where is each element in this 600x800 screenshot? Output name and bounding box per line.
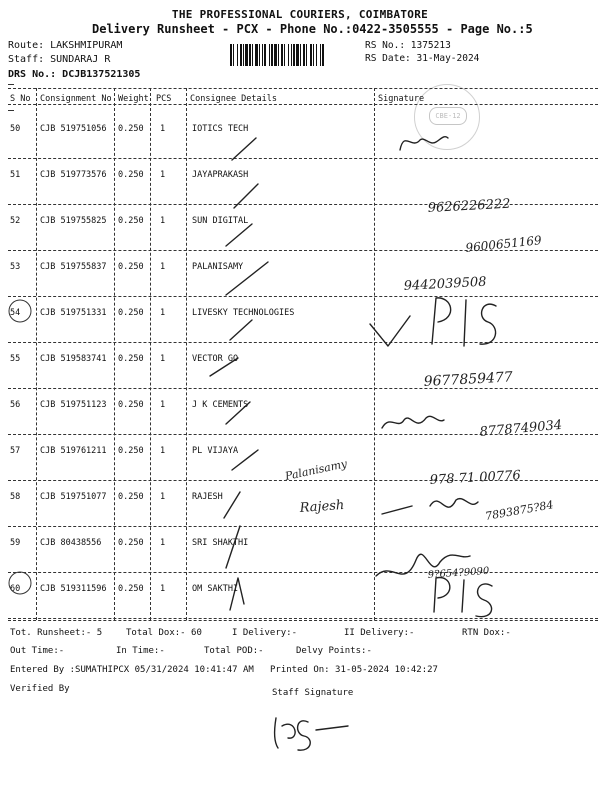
row-pcs: 1 [160, 354, 166, 364]
table-row [0, 160, 600, 206]
rtn-dox: RTN Dox:- [462, 628, 511, 638]
row-sno: 54 [10, 308, 21, 318]
row-consignee: LIVESKY TECHNOLOGIES [192, 308, 295, 318]
col-sno: S No [10, 94, 31, 104]
row-sno: 50 [10, 124, 21, 134]
handwritten-phone-55: 9677859477 [423, 369, 514, 390]
row-consignee: RAJESH [192, 492, 223, 502]
table-row [0, 114, 600, 160]
row-pcs: 1 [160, 400, 166, 410]
row-pcs: 1 [160, 308, 166, 318]
handwritten-note-57: Palanisamy [283, 457, 349, 483]
row-consignee: IOTICS TECH [192, 124, 249, 134]
handwritten-phone-53: 9442039508 [403, 274, 487, 294]
handwritten-phone-51: 9626226222 [427, 196, 511, 216]
handwritten-phone-58: 7893875?84 [484, 498, 555, 523]
handwritten-phone-56: 8778749034 [479, 417, 563, 440]
table-row [0, 574, 600, 620]
total-dox: Total Dox:- 60 [126, 628, 202, 638]
row-consignment-no: CJB 519751331 [40, 308, 107, 318]
table-row [0, 206, 600, 252]
row-sno: 56 [10, 400, 21, 410]
handwritten-phone-52: 9600651169 [464, 233, 543, 255]
row-weight: 0.250 [118, 538, 144, 548]
row-weight: 0.250 [118, 170, 144, 180]
handwritten-note-58: Rajesh [299, 497, 345, 516]
printed-on: Printed On: 31-05-2024 10:42:27 [270, 665, 438, 675]
row-pcs: 1 [160, 538, 166, 548]
entered-by: Entered By :SUMATHIPCX 05/31/2024 10:41:47 AM [10, 665, 254, 675]
row-weight: 0.250 [118, 354, 144, 364]
row-consignment-no: CJB 519755837 [40, 262, 107, 272]
row-consignee: SUN DIGITAL [192, 216, 249, 226]
col-signature: Signature [378, 94, 425, 104]
handwritten-phone-59: 9?654?9090 [427, 565, 490, 581]
row-consignment-no: CJB 519751077 [40, 492, 107, 502]
barcode [230, 44, 358, 66]
runsheet-title: Delivery Runsheet - PCX - Phone No.:0422-3505555 - Page No.:5 [92, 22, 533, 36]
row-consignee: JAYAPRAKASH [192, 170, 249, 180]
row-pcs: 1 [160, 170, 166, 180]
i-delivery: I Delivery:- [232, 628, 298, 638]
delvy-points: Delvy Points:- [296, 646, 372, 656]
row-consignment-no: CJB 519773576 [40, 170, 107, 180]
row-sno: 52 [10, 216, 21, 226]
drs-number: DRS No.: DCJB137521305 [8, 69, 141, 80]
table-row [0, 252, 600, 298]
row-sno: 55 [10, 354, 21, 364]
table-row [0, 436, 600, 482]
table-row [0, 390, 600, 436]
row-pcs: 1 [160, 446, 166, 456]
row-pcs: 1 [160, 584, 166, 594]
row-sno: 58 [10, 492, 21, 502]
table-row [0, 482, 600, 528]
row-weight: 0.250 [118, 124, 144, 134]
row-consignee: SRI SHAKTHI [192, 538, 249, 548]
staff-label: Staff: SUNDARAJ R [8, 54, 111, 65]
table-row [0, 298, 600, 344]
rs-number: RS No.: 1375213 [365, 40, 451, 51]
row-consignment-no: CJB 519311596 [40, 584, 107, 594]
row-weight: 0.250 [118, 262, 144, 272]
row-pcs: 1 [160, 262, 166, 272]
verified-by: Verified By [10, 684, 70, 694]
row-weight: 0.250 [118, 400, 144, 410]
row-consignment-no: CJB 80438556 [40, 538, 102, 548]
row-sno: 59 [10, 538, 21, 548]
row-weight: 0.250 [118, 584, 144, 594]
row-consignment-no: CJB 519761211 [40, 446, 107, 456]
row-pcs: 1 [160, 124, 166, 134]
handwritten-phone-57: 978 71 00776 [429, 468, 522, 488]
row-pcs: 1 [160, 216, 166, 226]
row-consignee: PALANISAMY [192, 262, 244, 272]
row-sno: 60 [10, 584, 21, 594]
out-time: Out Time:- [10, 646, 65, 656]
row-pcs: 1 [160, 492, 166, 502]
row-sno: 51 [10, 170, 21, 180]
row-consignee: PL VIJAYA [192, 446, 239, 456]
stamp-text: CBE-12 [429, 107, 467, 125]
tot-runsheet: Tot. Runsheet:- 5 [10, 628, 103, 638]
row-weight: 0.250 [118, 446, 144, 456]
total-pod: Total POD:- [204, 646, 264, 656]
table-row [0, 344, 600, 390]
row-weight: 0.250 [118, 216, 144, 226]
staff-signature-label: Staff Signature [272, 688, 354, 698]
row-consignee: J K CEMENTS [192, 400, 249, 410]
rs-date: RS Date: 31-May-2024 [365, 53, 480, 64]
row-sno: 53 [10, 262, 21, 272]
ii-delivery: II Delivery:- [344, 628, 415, 638]
row-weight: 0.250 [118, 492, 144, 502]
table-row [0, 528, 600, 574]
row-consignment-no: CJB 519755825 [40, 216, 107, 226]
col-consignment: Consignment No [40, 94, 112, 104]
col-consignee: Consignee Details [190, 94, 277, 104]
col-weight: Weight [118, 94, 149, 104]
route-label: Route: LAKSHMIPURAM [8, 40, 123, 51]
row-consignment-no: CJB 519751123 [40, 400, 107, 410]
row-consignee: OM SAKTHI [192, 584, 239, 594]
col-pcs: PCS [156, 94, 172, 104]
row-consignment-no: CJB 519583741 [40, 354, 107, 364]
row-weight: 0.250 [118, 308, 144, 318]
row-consignee: VECTOR GO [192, 354, 239, 364]
row-sno: 57 [10, 446, 21, 456]
row-consignment-no: CJB 519751056 [40, 124, 107, 134]
in-time: In Time:- [116, 646, 165, 656]
company-name: THE PROFESSIONAL COURIERS, COIMBATORE [171, 8, 429, 21]
